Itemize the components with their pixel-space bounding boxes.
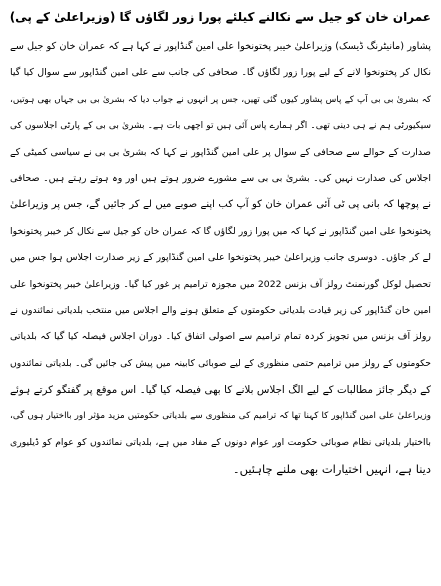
article-line: بااختیار بلدیاتی نظام صوبائی حکومت اور عوام دونوں کے مفاد میں ہے، بلدیاتی نمائندوں کو عوام کو ڈیلیوری — [10, 436, 431, 448]
article-line: نے پوچھا کہ بانی پی ٹی آئی عمران خان کو آپ کب اپنے صوبے میں لے کر جائیں گے، جس پر وزیراعلیٰ — [10, 199, 431, 211]
article-line: دینا ہے، انہیں اختیارات بھی ملنے چاہئیں۔ — [232, 462, 431, 477]
article-line: تحصیل لوکل گورنمنٹ رولز آف بزنس 2022 میں مجوزہ ترامیم پر غور کیا گیا۔ وزیراعلیٰ خیبر پختونخوا علی — [10, 278, 431, 290]
article-headline: عمران خان کو جیل سے نکالنے کیلئے پورا زور لگاؤں گا (وزیراعلیٰ کے پی) — [10, 10, 431, 24]
article-line: وزیراعلیٰ علی امین گنڈاپور کا کہنا تھا کہ ترامیم کی منظوری سے بلدیاتی حکومتیں مزید مؤثر اور بااختیار ہوں گی، — [10, 411, 431, 422]
article-line: نکال کر پختونخوا لانے کے لیے پورا زور لگاؤں گا۔ صحافی کی جانب سے علی امین گنڈاپور سے سوال کیا گیا — [10, 67, 431, 79]
article-line: لے کر جاؤں۔ دوسری جانب وزیراعلیٰ خیبر پختونخوا علی امین گنڈاپور کے زیر صدارت اجلاس ہوا جس میں — [10, 252, 431, 264]
article-line: اجلاس کی صدارت نہیں کی۔ بشریٰ بی بی سے مشورے ضرور ہوتے ہیں اور وہ ہوتے رہتے ہیں۔ صحافی — [10, 172, 431, 184]
article-line: کے دیگر جائز مطالبات کے لیے الگ اجلاس بلانے کا بھی فیصلہ کیا گیا۔ اس موقع پر گفتگو کرتے ہوئے — [10, 384, 431, 397]
article-body — [10, 34, 431, 483]
article-line: صدارت کے حوالے سے صحافی کے سوال پر علی امین گنڈاپور نے کہا کہ بشریٰ بی بی نے سیاسی کمیٹی کے — [10, 146, 431, 158]
article-line: حکومتوں کے رولز میں ترامیم حتمی منظوری کے لیے صوبائی کابینہ میں پیش کی جائیں گی۔ بلدیاتی نمائندوں — [10, 357, 431, 369]
article-line: رولز آف بزنس میں تجویز کردہ تمام ترامیم سے اصولی اتفاق کیا۔ دوران اجلاس فیصلہ کیا گیا کہ بلدیاتی — [10, 331, 431, 343]
article-line: پختونخوا علی امین گنڈاپور نے کہا کہ میں پورا زور لگاؤں گا کہ عمران خان کو جیل سے نکال کر خیبر پختونخوا — [10, 225, 431, 237]
article-line: پشاور (مانیٹرنگ ڈیسک) وزیراعلیٰ خیبر پختونخوا علی امین گنڈاپور نے کہا ہے کہ عمران خان کو جیل سے — [10, 41, 431, 52]
article-line: امین خان گنڈاپور کی زیر قیادت بلدیاتی حکومتوں کے متعلق ہونے والے اجلاس میں منتخب بلدیاتی نمائندوں نے — [10, 304, 431, 316]
article-line: کہ بشریٰ بی بی آپ کے پاس پشاور کیوں گئی تھیں، جس پر انہوں نے جواب دیا کہ بشریٰ بی بی جہاں بھی ہوتیں، — [10, 94, 431, 105]
article-line: سیکیورٹی ہم نے ہی دینی تھی۔ اگر ہمارے پاس آئی ہیں تو اچھی بات ہے۔ بشریٰ بی بی کے پارٹی اجلاسوں کی — [10, 121, 431, 132]
